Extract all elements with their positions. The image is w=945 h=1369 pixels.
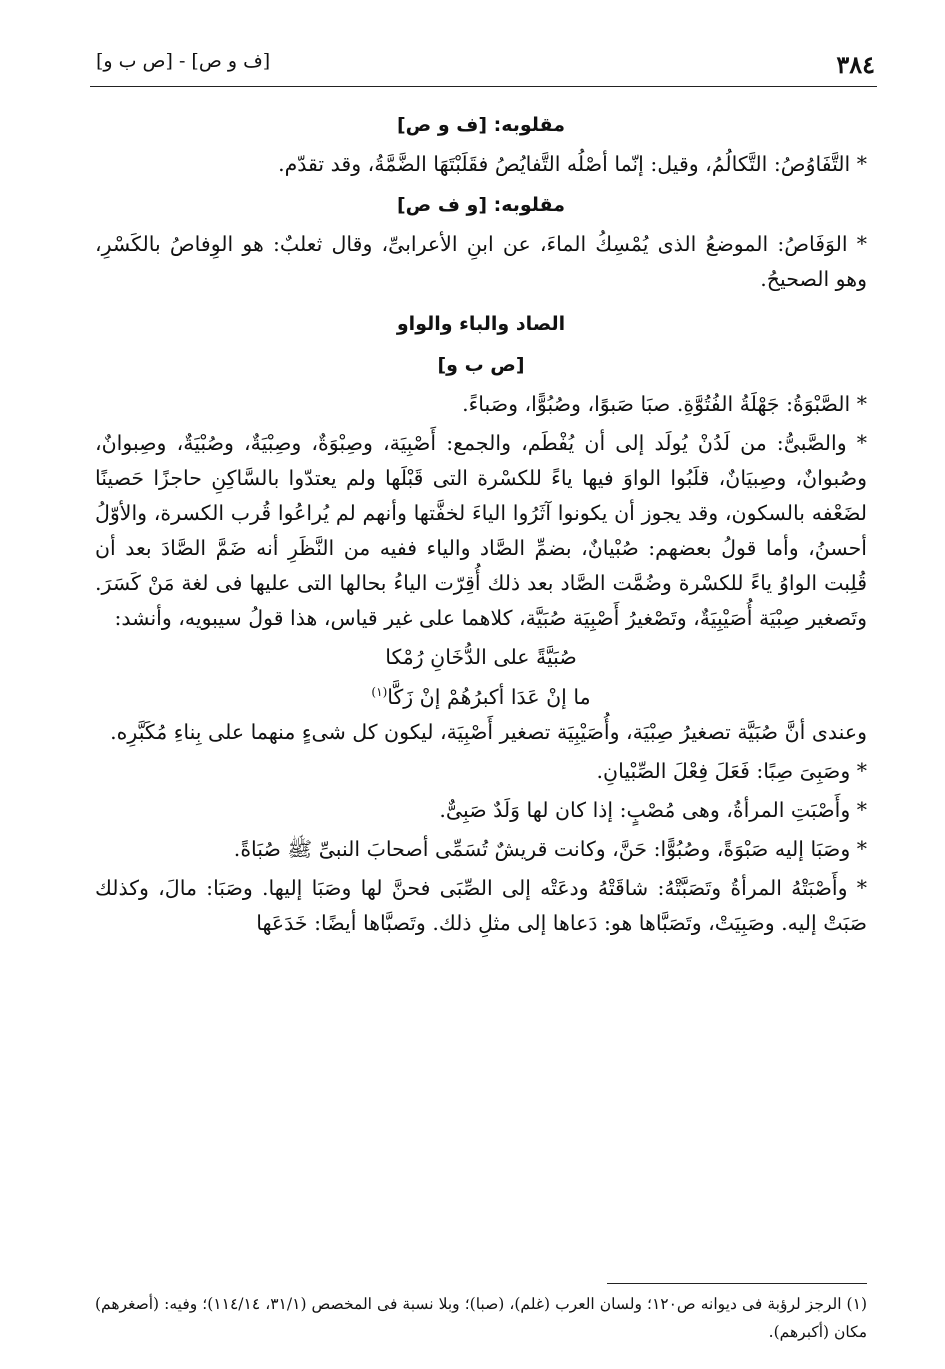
- verse-line-1: صُبَيَّةً على الدُّخَانِ رُمْكا: [385, 645, 577, 669]
- paragraph-sabi: * والصَّبىُّ: من لَدُنْ يُولَد إلى أن يُفْطَم، والجمع: أَصْبِيَة، وصِبْوَةٌ، وصِبْيَةٌ، وصُبْيَةٌ، وصِبوانٌ، وصُبوانٌ، وصِبيَانٌ، قلَبُوا الواوَ فيها ياءً للكسْرة التى قَبْلَها ولم يعتدّوا بالسَّاكِنِ حاجزًا حَصينًا لضَعْفه بالسكون، وقد يجوز أن يكونوا آثَرُوا الياءَ لخفَّتها وأنهم لم يُراعُوا قُرب الكسرة، والأوّلُ أحسنُ، وأما قولُ بعضهم: صُبْيانٌ، بضمِّ الصَّاد والياء ففيه من النَّظَرِ أنه ضَمَّ الصَّادَ بعد أن قُلِبت الواوُ ياءً للكسْرة وضُمَّت الصَّاد بعد ذلك أُقِرّت الياءُ بحالها التى عليها فى لغة مَنْ كَسَرَ. وتَصغير صِبْيَة أُصَيْبِيَةٌ، وتَصْغيرُ أَصْبِيَة صُبَيَّة، كلاهما على غير قياس، هذا قولُ سيبويه، وأنشد:: [95, 431, 867, 630]
- paragraph-wafas: * الوَفَاصُ: الموضعُ الذى يُمْسِكُ الماءَ، عن ابنِ الأعرابىِّ، وقال ثعلبٌ: هو الوِفاصُ بالكَسْرِ، وهو الصحيحُ.: [95, 232, 867, 291]
- body-text: [95, 102, 867, 945]
- subheading-maqlub-1: مقلوبه: [ف و ص]: [396, 114, 565, 136]
- header-rule: [90, 86, 877, 87]
- footnote-marker: (١): [371, 685, 388, 699]
- verse-line-2-text: ما إنْ عَدَا أكبرُهُمْ إنْ زَكَّا: [387, 684, 591, 709]
- footnote: (١) الرجز لرؤبة فى ديوانه ص١٢٠؛ ولسان العرب (غلم)، (صبا)؛ وبلا نسبة فى المخصص (٣١/١، ١١٤/١٤)؛ وفيه: (أصغرهم) مكان (أكبرهم).: [95, 1295, 867, 1341]
- verse-line-2: [95, 675, 867, 715]
- chapter-heading: الصاد والباء والواو: [396, 313, 566, 335]
- paragraph-sabwa: * الصَّبْوَةُ: جَهْلَةُ الفُتُوَّةِ. صبَا صَبوًا، وصُبُوًّا، وصَباءً.: [462, 392, 867, 416]
- paragraph-saba-ilayh: * وصَبَا إليه صَبْوَةً، وصُبُوًّا: حَنَّ، وكانت قريشٌ تُسَمِّى أصحابَ النبىِّ ﷺ صُبَاةً.: [233, 836, 867, 861]
- subheading-maqlub-2: مقلوبه: [و ف ص]: [396, 194, 565, 216]
- running-title: [ف و ص] - [ص ب و]: [96, 50, 271, 72]
- paragraph-sabiya: * وصَبِىَ صِبًا: فَعَلَ فِعْلَ الصِّبْيانِ.: [596, 758, 867, 783]
- page-number: ٣٨٤: [836, 50, 875, 79]
- paragraph-asbathu: * وأَصْبَتْهُ المرأةُ وتَصَبَّتْهُ: شاقَتْهُ ودعَتْه إلى الصِّبَى فحنَّ لها وصَبَا إليها. وصَبَا: مالَ، وكذلك صَبَتْ إليه. وصَبِيَتْ، وتَصَبَّاها هو: دَعاها إلى مثلِ ذلك. وتَصبَّاها أيضًا: خَدَعَها: [95, 875, 867, 935]
- paragraph-opinion: وعندى أنَّ صُبَيَّة تصغيرُ صِبْيَة، وأُصَيْبِيَة تصغير أَصْبِيَة، ليكون كل شىءٍ منهما على بِناءِ مُكَبَّرِه.: [110, 719, 867, 744]
- paragraph-tafawus: * التَّفَاوُصُ: التَّكالُمُ، وقيل: إنّما أصْلُه التَّفايُصُ فقَلَبْتَهَا الضَّمَّةُ، وقد تقدّم.: [278, 152, 867, 176]
- paragraph-asbat: * وأَصْبَتِ المرأةُ، وهى مُصْبٍ: إذا كان لها وَلَدٌ صَبِىٌّ.: [439, 797, 867, 822]
- root-heading: [ص ب و]: [437, 354, 525, 376]
- footnote-rule: [607, 1283, 867, 1284]
